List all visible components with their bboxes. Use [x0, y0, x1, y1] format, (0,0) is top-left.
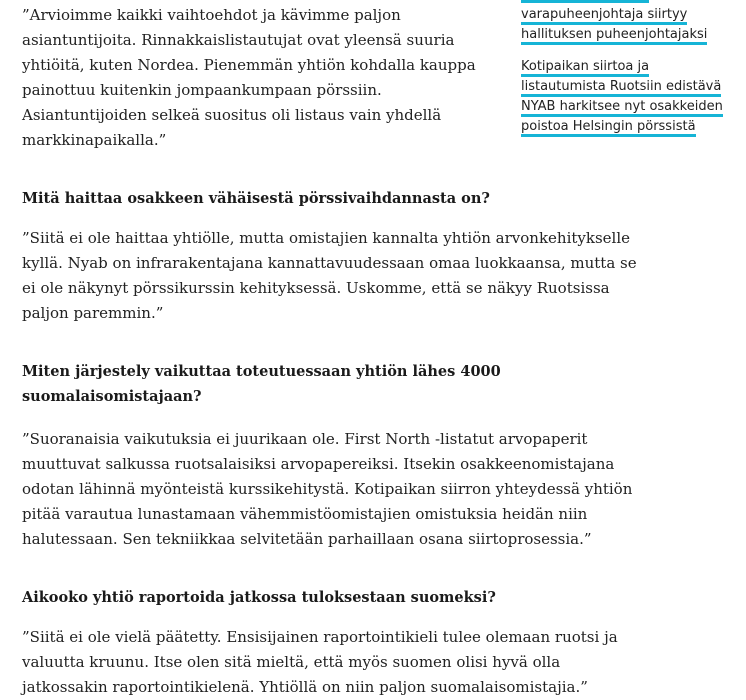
related-article-link-text: varapuheenjohtaja siirtyy hallituksen puheenjohtajaksi: [521, 7, 707, 45]
related-articles-sidebar: [521, 0, 731, 137]
answer-paragraph: ”Siitä ei ole vielä päätetty. Ensisijainen raportointikieli tulee olemaan ruotsi ja valuutta kruunu. Itse olen sitä mieltä, että myös suomen olisi hyvä olla jatkossakin raportointikielenä. Yhtiöllä on niin paljon suomalaisomistajia.”: [22, 628, 618, 696]
intro-paragraph: ”Arvioimme kaikki vaihtoehdot ja kävimme paljon asiantuntijoita. Rinnakkaislistautujat ovat yleensä suuria yhtiöitä, kuten Nordea. Pienemmän yhtiön kohdalla kauppa painottuu kuitenkin jompaankumpaan pörssiin. Asiantuntijoiden selkeä suositus oli listaus vain yhdellä markkinapaikalla.”: [22, 6, 476, 149]
question-heading: Aikooko yhtiö raportoida jatkossa tuloksestaan suomeksi?: [22, 589, 496, 606]
answer-paragraph: ”Siitä ei ole haittaa yhtiölle, mutta omistajien kannalta yhtiön arvonkehitykselle kyllä. Nyab on infrarakentajana kannattavuudessaan omaa luokkaansa, mutta se ei ole näkynyt pörssikurssin kehityksessä. Uskomme, että se näkyy Ruotsissa paljon paremmin.”: [22, 229, 637, 322]
question-heading: Mitä haittaa osakkeen vähäisestä pörssivaihdannasta on?: [22, 190, 490, 207]
related-article-link-text: Kotipaikan siirtoa ja listautumista Ruotsiin edistävä NYAB harkitsee nyt osakkeiden poistoa Helsingin pörssistä: [521, 59, 723, 137]
question-heading: Miten järjestely vaikuttaa toteutuessaan yhtiön lähes 4000 suomalaisomistajaan?: [22, 363, 501, 405]
related-article-link-nyab-delisting[interactable]: [521, 57, 731, 137]
related-article-link-board-chair[interactable]: [521, 0, 731, 45]
answer-paragraph: ”Suoranaisia vaikutuksia ei juurikaan ole. First North -listatut arvopaperit muuttuvat salkussa ruotsalaisiksi arvopapereiksi. Itsekin osakkeenomistajana odotan lähinnä myönteistä kurssikehitystä. Kotipaikan siirron yhteydessä yhtiön pitää varautua lunastamaan vähemmistöomistajien omistuksia heidän niin halutessaan. Sen tekniikkaa selvitetään parhaillaan osana siirtoprosessia.”: [22, 430, 633, 548]
